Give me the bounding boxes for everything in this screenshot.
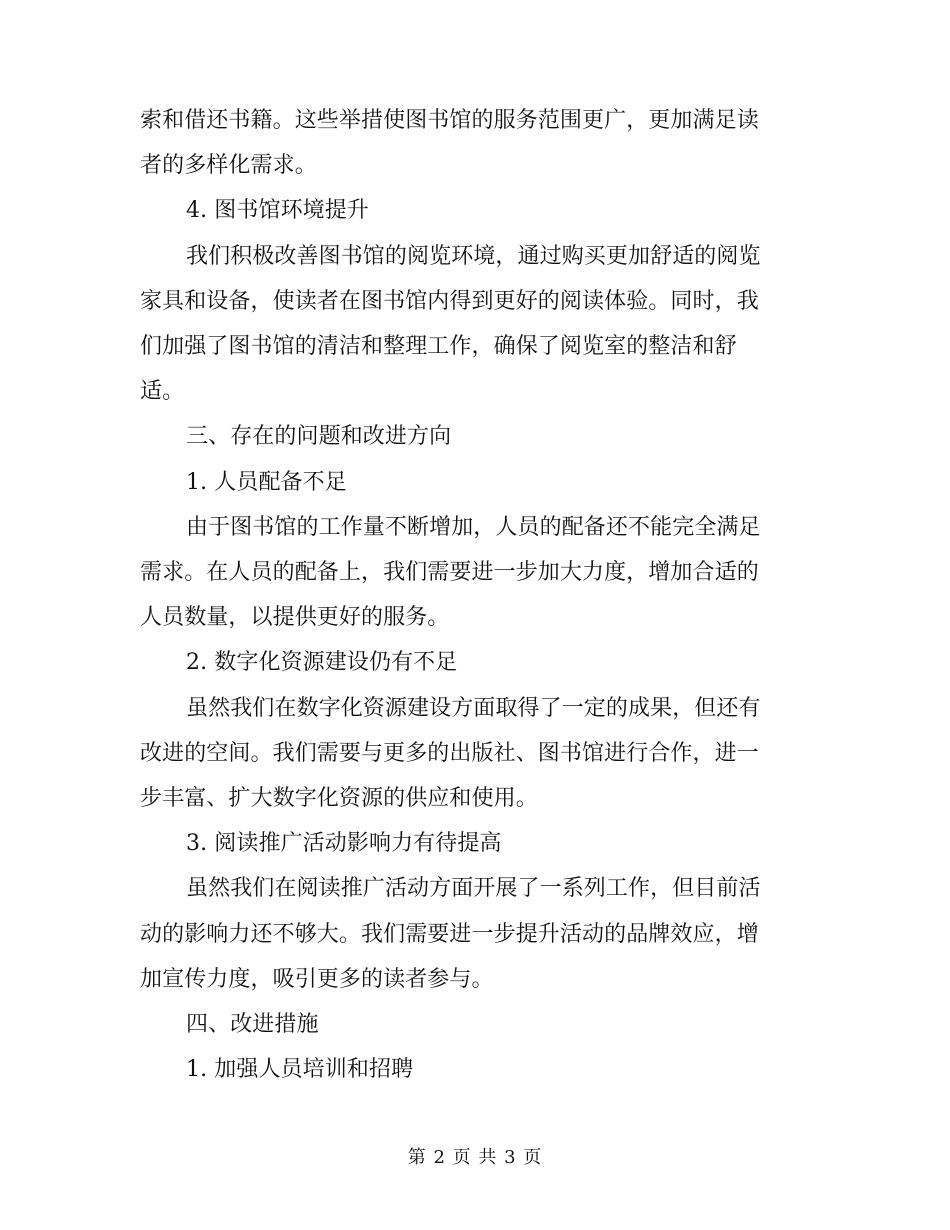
body-text-line: 们加强了图书馆的清洁和整理工作，确保了阅览室的整洁和舒 [140,334,737,360]
body-text-line: 适。 [140,379,185,405]
paragraph-first-line: 虽然我们在阅读推广活动方面开展了一系列工作，但目前活 [186,876,761,902]
body-text-line: 改进的空间。我们需要与更多的出版社、图书馆进行合作，进一 [140,740,759,766]
section-heading: 四、改进措施 [186,1012,319,1038]
body-text-line: 加宣传力度，吸引更多的读者参与。 [140,966,494,992]
page-number-footer: 第 2 页 共 3 页 [407,1147,543,1168]
section-subheading: 3. 阅读推广活动影响力有待提高 [186,831,502,857]
body-text-line: 索和借还书籍。这些举措使图书馆的服务范围更广，更加满足读 [140,108,759,133]
body-text-line: 步丰富、扩大数字化资源的供应和使用。 [140,786,538,812]
paragraph-first-line: 虽然我们在数字化资源建设方面取得了一定的成果，但还有 [186,695,761,721]
body-text-line: 人员数量，以提供更好的服务。 [140,605,450,631]
section-subheading: 4. 图书馆环境提升 [186,198,369,224]
section-subheading: 2. 数字化资源建设仍有不足 [186,650,458,676]
section-subheading: 1. 人员配备不足 [186,469,347,495]
body-text-line: 需求。在人员的配备上，我们需要进一步加大力度，增加合适的 [140,560,759,586]
body-text-line: 动的影响力还不够大。我们需要进一步提升活动的品牌效应，增 [140,921,759,947]
section-heading: 三、存在的问题和改进方向 [186,424,452,450]
section-subheading: 1. 加强人员培训和招聘 [186,1057,414,1083]
body-text-line: 者的多样化需求。 [140,153,317,179]
body-text-line: 家具和设备，使读者在图书馆内得到更好的阅读体验。同时，我 [140,288,759,314]
paragraph-first-line: 我们积极改善图书馆的阅览环境，通过购买更加舒适的阅览 [186,243,761,269]
document-body [140,98,795,1092]
paragraph-first-line: 由于图书馆的工作量不断增加，人员的配备还不能完全满足 [186,514,761,540]
